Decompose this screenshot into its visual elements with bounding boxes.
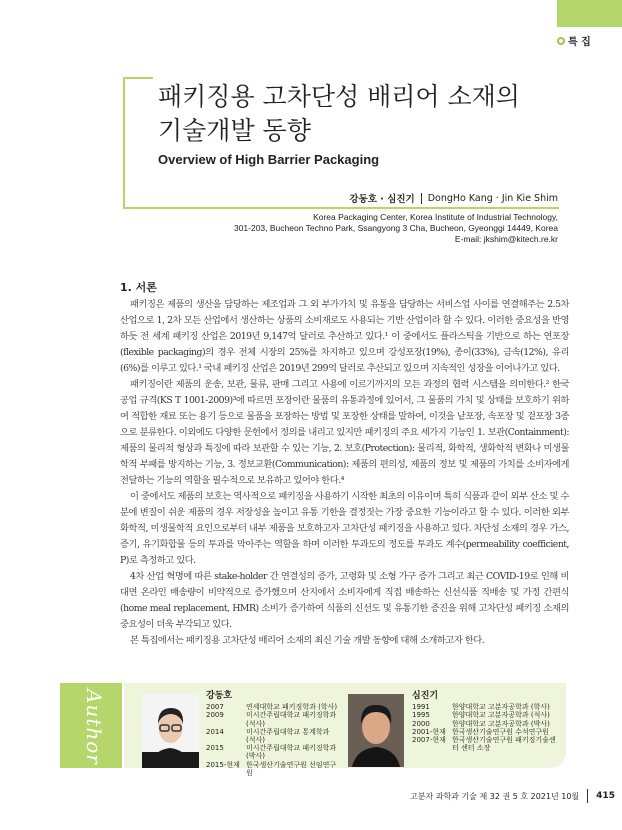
- author-name: 심진기: [412, 691, 439, 701]
- bio-text: 한양대학교 고분자공학과 (석사): [452, 711, 550, 720]
- authors-ko: 강동호 · 심진기: [349, 194, 415, 205]
- bio-entry: [206, 728, 340, 744]
- section-heading: 1. 서론: [120, 281, 157, 294]
- bio-year: 2014: [206, 727, 224, 736]
- author-photo: [348, 694, 404, 767]
- bio-text: 한양대학교 고분자공학과 (박사): [452, 719, 550, 728]
- bio-text: 한양대학교 고분자공학과 (학사): [452, 703, 550, 712]
- bio-year: 2015-현재: [206, 760, 240, 769]
- bio-year: 2015: [206, 744, 224, 753]
- bio-text: 미시간주립대학교 통계학과 (석사): [246, 727, 330, 745]
- author-photo: [142, 694, 199, 768]
- bio-text: 미시간주립대학교 패키징학과 (박사): [246, 744, 337, 761]
- bio-entry: [412, 736, 562, 752]
- author-panel: [124, 683, 566, 777]
- journal-info: 고분자 과학과 기술 제 32 권 5 호 2021년 10월: [410, 791, 580, 801]
- body-text: [120, 297, 569, 649]
- paragraph: 패키징이란 제품의 운송, 보관, 물류, 판매 그리고 사용에 이르기까지의 모든 과정의 협력 시스템을 의미한다.² 한국 공업 규격(KS T 1001-2009)³에 따르면 포장이란 물품의 유통과정에 있어서, 그 물품의 가치 및 상태를 보호하기 위하여 적합한 재료 또는 용기 등으로 물품을 포장하는 방법 및 포장한 상태를 말하여, 이것을 낱포장, 속포장 및 겉포장 3종으로 분류한다. 이외에도 다양한 문헌에서 정의를 내리고 있지만 패키징의 주요 세가지 기능인 1. 보관(Containment): 제품의 물리적 형상과 특징에 따라 보관할 수 있는 기능, 2. 보호(Protection): 물리적, 화학적, 생화학적 변화나 미생물학적 부패를 방지하는 기능, 3. 정보교환(Communication): 제품의 편의성, 제품의 정보 및 제품의 가치를 소비자에게 전달하는 기능의 역할을 필수적으로 보유하고 있어야 한다.⁴: [120, 379, 569, 486]
- bio-year: 2001-현재: [412, 727, 446, 736]
- authors: [349, 191, 558, 205]
- bio-entry: [412, 728, 562, 736]
- bio-text: 미시간주립대학교 패키징학과 (석사): [246, 711, 337, 728]
- bio-entry: [412, 720, 562, 728]
- affiliation: [234, 212, 558, 245]
- bio-year: 1995: [412, 711, 430, 720]
- section-label-text: 특 집: [568, 37, 591, 48]
- author-band: [60, 683, 122, 768]
- authors-en: DongHo Kang · Jin Kie Shim: [427, 192, 558, 204]
- bio-year: 2007-현재: [412, 736, 446, 745]
- affiliation-line: 301-203, Bucheon Techno Park, Ssangyong 3 Cha, Bucheon, Gyeonggi 14449, Korea: [233, 223, 558, 233]
- paragraph: 패키징은 제품의 생산을 담당하는 제조업과 그 외 부가가치 및 유통을 담당하는 서비스업 사이를 연결해주는 2.5차 산업으로 1, 2차 모든 산업에서 생산하는 상품의 소비재로도 사용되는 기반 산업이라 할 수 있다. 이러한 중요성을 반영하듯 전 세계 패키징 산업은 2019년 9,147억 달러로 추산하고 있다.¹ 이 중에서도 플라스틱을 기반으로 하는 연포장(flexible packaging)의 경우 전체 시장의 25%를 차지하고 있으며 강성포장(19%), 종이(33%), 금속(12%), 유리(6%)를 이루고 있다.¹ 국내 패키징 산업은 2019년 299억 달러로 추산되고 있으며 지속적인 성장을 이어나가고 있다.: [120, 299, 569, 374]
- author-label: Author: [82, 689, 106, 765]
- section-label: [557, 33, 591, 48]
- bio-text: 한국생산기술연구원 패키징기술센터 센터 소장: [452, 736, 556, 753]
- circle-icon: [557, 37, 565, 45]
- bio-year: 1991: [412, 703, 430, 712]
- bio-year: 2000: [412, 719, 430, 728]
- paragraph: 4차 산업 혁명에 따른 stake-holder 간 연결성의 증가, 고령화 및 소형 가구 증가 그리고 최근 COVID-19로 인해 비대면 온라인 배송량이 비약적으로 증가했으며 산지에서 소비자에게 직접 배송하는 신선식품 직배송 및 가정 간편식(home meal replacement, HMR) 소비가 증가하여 식품의 신선도 및 유통기한 증진을 위해 고차단성 패키징 소재의 중요성이 더욱 부각되고 있다.: [120, 571, 569, 630]
- bio-year: 2007: [206, 703, 224, 712]
- bio-entry: [206, 761, 340, 777]
- bio-entry: [206, 711, 340, 727]
- page-title: [158, 80, 520, 148]
- paragraph: 본 특집에서는 패키징용 고차단성 배리어 소재의 최신 기술 개발 동향에 대해 소개하고자 한다.: [130, 635, 485, 646]
- bracket-line: [123, 77, 125, 209]
- bio-entry: [206, 744, 340, 760]
- author-bio: [412, 692, 562, 752]
- bio-entry: [412, 711, 562, 719]
- page-footer: [410, 789, 615, 803]
- subtitle: Overview of High Barrier Packaging: [158, 152, 380, 167]
- bio-text: 한국생산기술연구원 수석연구원: [452, 727, 549, 736]
- bracket-line: [123, 77, 153, 79]
- corner-accent: [557, 0, 622, 27]
- divider: [587, 789, 588, 803]
- bio-year: 2009: [206, 711, 224, 720]
- affiliation-line: Korea Packaging Center, Korea Institute of Industrial Technology,: [313, 212, 558, 222]
- bio-text: 연세대학교 패키징학과 (학사): [246, 703, 338, 712]
- paragraph: 이 중에서도 제품의 보호는 역사적으로 패키징을 사용하기 시작한 최초의 이유이며 특히 식품과 같이 외부 산소 및 수분에 변질이 쉬운 제품의 경우 저장성을 높이고 유통 기한을 결정짓는 가장 중요한 기능이라고 할 수 있다. 이러한 외부 화학적, 미생물학적 요인으로부터 내부 제품을 보호하고자 고차단성 패키징을 사용하고 있다. 차단성 소재의 경우 가스, 증기, 유기화합물 등의 투과를 막아주는 역할을 하며 이러한 투과도의 정도를 투과도 계수(permeability coefficient, P)로 측정하고 있다.: [120, 491, 569, 566]
- bio-text: 한국생산기술연구원 선임연구원: [246, 760, 337, 777]
- email: E-mail: jkshim@kitech.re.kr: [454, 234, 558, 244]
- divider: [421, 193, 422, 204]
- bracket-line: [123, 207, 559, 209]
- author-name: 강동호: [206, 691, 233, 701]
- page-number: 415: [596, 791, 615, 801]
- title-line: 기술개발 동향: [158, 116, 311, 145]
- title-line: 패키징용 고차단성 배리어 소재의: [158, 82, 520, 111]
- author-bio: [206, 692, 340, 777]
